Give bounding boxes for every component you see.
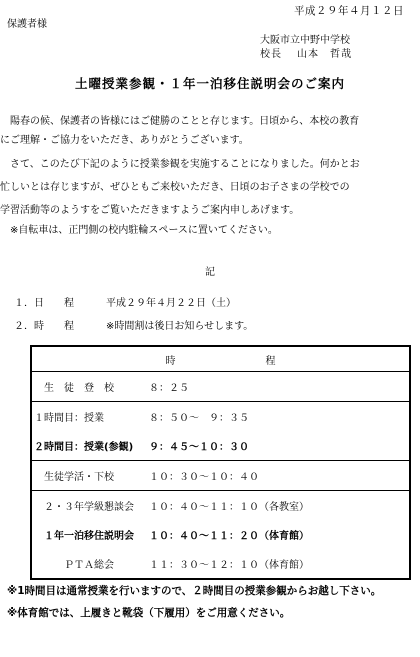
schedule-time: １０：４０～１１：２０（体育館）: [149, 531, 309, 542]
table-row: [31, 461, 410, 491]
school-name: 大阪市立中野中学校: [260, 35, 350, 46]
schedule-name: ２・３年学級懇談会: [34, 502, 134, 513]
document-date: 平成２９年４月１２日: [294, 5, 404, 17]
item-label: １．日 程: [14, 298, 74, 309]
schedule-table: [30, 345, 411, 580]
table-row: [31, 549, 410, 579]
item-label: ２．時 程: [14, 321, 74, 332]
ki-heading: 記: [205, 267, 215, 278]
item-value: 平成２９年４月２２日（土）: [106, 298, 236, 309]
table-row: [31, 431, 410, 461]
schedule-name: ２時間目：授業(参観): [31, 431, 149, 461]
note-line: ※1時間目は通常授業を行いますので、２時間目の授業参観からお越し下さい。: [7, 585, 382, 597]
table-row: [31, 520, 410, 549]
schedule-time: ９：４５～１０：３０: [149, 431, 410, 461]
table-row: [31, 402, 410, 432]
schedule-header: 時 程: [31, 346, 410, 372]
principal-name: 校長 山本 哲哉: [260, 49, 353, 60]
schedule-name: １年一泊移住説明会: [34, 531, 134, 542]
schedule-time: １０：３０～１０：４０: [149, 461, 410, 491]
note-line: ※体育館では、上履きと靴袋（下履用）をご用意ください。: [7, 607, 291, 619]
schedule-time: １１：３０～１２：１０（体育館）: [149, 560, 309, 571]
table-row: [31, 372, 410, 402]
body-line: 陽春の候、保護者の皆様にはご健勝のことと存じます。日頃から、本校の教育: [0, 116, 360, 127]
schedule-name: １時間目：授業: [34, 413, 104, 424]
body-line: 忙しいとは存じますが、ぜひともご来校いただき、日頃のお子さまの学校での: [0, 182, 350, 193]
body-line: ※自転車は、正門側の校内駐輪スペースに置いてください。: [0, 225, 278, 236]
body-line: にご理解・ご協力をいただき、ありがとうございます。: [0, 135, 249, 146]
schedule-name: 生徒学活・下校: [31, 461, 149, 491]
document-title: 土曜授業参観・１年一泊移住説明会のご案内: [74, 76, 345, 91]
schedule-time: ８：２５: [149, 372, 410, 402]
item-date: [14, 294, 236, 309]
item-value: ※時間割は後日お知らせします。: [106, 321, 254, 332]
recipient: 保護者様: [7, 19, 47, 30]
body-line: 学習活動等のようすをご覧いただきますようご案内申しあげます。: [0, 205, 300, 216]
item-schedule: [14, 317, 253, 332]
schedule-name: 生 徒 登 校: [31, 372, 149, 402]
schedule-time: ８：５０～ ９：３５: [149, 413, 249, 424]
body-line: さて、このたび下記のように授業参観を実施することになりました。何かとお: [0, 159, 360, 170]
schedule-time: １０：４０～１１：１０（各教室）: [149, 502, 309, 513]
schedule-name: ＰＴＡ総会: [34, 560, 114, 571]
table-row: [31, 491, 410, 521]
